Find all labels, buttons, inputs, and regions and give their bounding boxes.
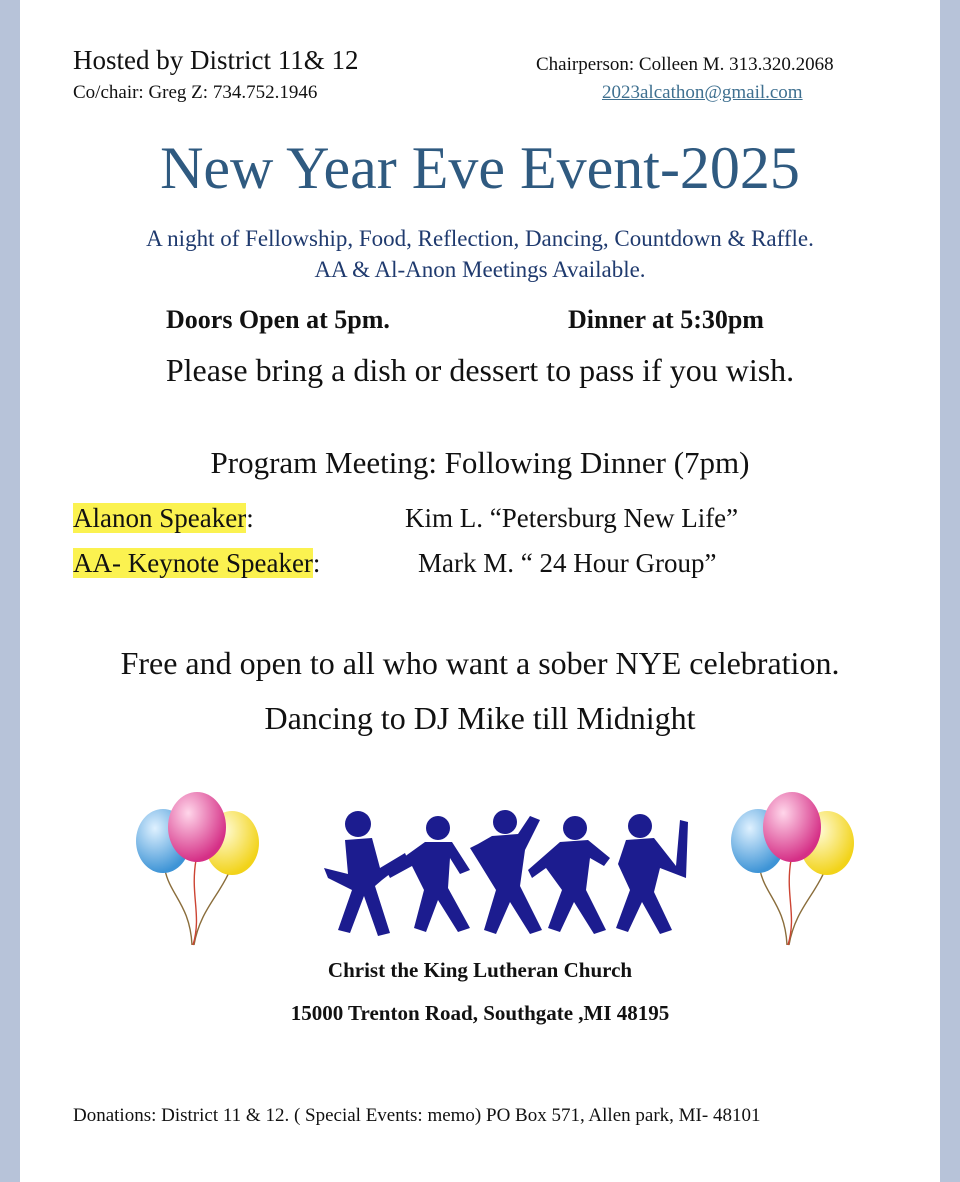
alanon-speaker-label: Alanon Speaker: xyxy=(73,503,254,533)
donations-info: Donations: District 11 & 12. ( Special Events: memo) PO Box 571, Allen park, MI- 48101 xyxy=(73,1105,761,1126)
venue-name: Christ the King Lutheran Church xyxy=(327,958,633,982)
dj-note: Dancing to DJ Mike till Midnight xyxy=(264,700,696,736)
alanon-speaker-label-text: Alanon Speaker xyxy=(73,503,247,533)
aa-speaker-label-text: AA- Keynote Speaker xyxy=(73,548,313,578)
event-description: A night of Fellowship, Food, Reflection, Dancing, Countdown & Raffle. xyxy=(146,226,814,251)
hosted-by: Hosted by District 11& 12 xyxy=(73,45,359,75)
program-meeting: Program Meeting: Following Dinner (7pm) xyxy=(210,445,750,480)
venue-address: 15000 Trenton Road, Southgate ,MI 48195 xyxy=(290,1001,670,1025)
balloons-left-icon xyxy=(130,785,270,950)
balloons-right-icon xyxy=(725,785,865,950)
aa-speaker-name: Mark M. “ 24 Hour Group” xyxy=(418,548,717,578)
free-open-note: Free and open to all who want a sober NYE celebration. xyxy=(120,645,840,681)
aa-speaker-label: AA- Keynote Speaker: xyxy=(73,548,321,578)
doors-open: Doors Open at 5pm. xyxy=(166,305,390,334)
event-title: New Year Eve Event-2025 xyxy=(160,135,800,201)
flyer-page xyxy=(20,0,940,1182)
meetings-available: AA & Al-Anon Meetings Available. xyxy=(314,257,646,282)
dinner-time: Dinner at 5:30pm xyxy=(568,305,764,334)
chairperson-contact: Chairperson: Colleen M. 313.320.2068 xyxy=(536,54,834,75)
cochair-contact: Co/chair: Greg Z: 734.752.1946 xyxy=(73,82,318,103)
bring-dish-note: Please bring a dish or dessert to pass if you wish. xyxy=(165,352,795,388)
alanon-speaker-name: Kim L. “Petersburg New Life” xyxy=(405,503,739,533)
dancers-silhouette-icon xyxy=(320,808,700,938)
email-link[interactable]: 2023alcathon@gmail.com xyxy=(602,82,803,103)
